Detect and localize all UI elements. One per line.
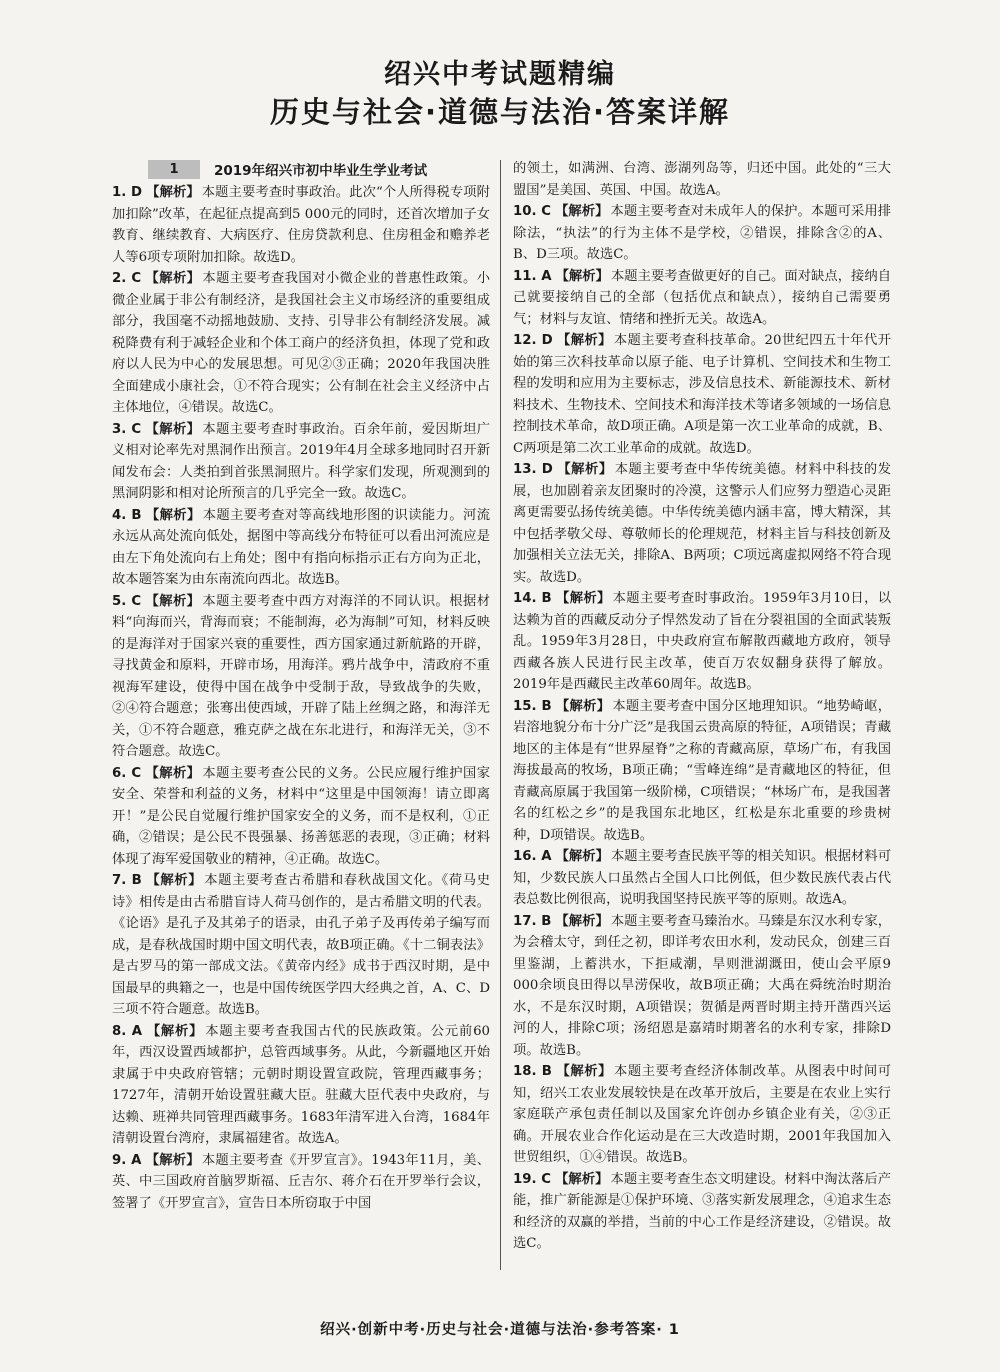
answer-item xyxy=(513,459,891,588)
answer-item xyxy=(112,505,490,591)
analysis-text: 本题主要考查时事政治。百余年前，爱因斯坦广义相对论率先对黑洞作出预言。2019年4月全球多地同时召开新闻发布会：人类拍到首张黑洞照片。科学家们发现，所观测到的黑洞阴影和相对论所预言的几乎完全一致。故选C。 xyxy=(112,421,490,501)
analysis-text: 本题主要考查马臻治水。马臻是东汉水利专家，为会稽太守，到任之初，即详考农田水利，发动民众，创建三百里鉴湖，上蓄洪水，下拒咸潮，旱则泄湖溉田，使山会平原9 000余顷良田得以旱涝保收，故B项正确；大禹在舜统治时期治水，不是东汉时期，A项错误；贺循是两晋时期主持开凿西兴运河的人，排除C项；汤绍恩是嘉靖时期著名的水利专家，排除D项。故选B。 xyxy=(513,913,892,1058)
answer-key: 4. B xyxy=(112,507,142,523)
page-footer: 绍兴·创新中考·历史与社会·道德与法治·参考答案· 1 xyxy=(320,1322,680,1338)
left-column xyxy=(112,158,490,1214)
analysis-tag: 【解析】 xyxy=(556,462,613,477)
analysis-tag: 【解析】 xyxy=(146,1023,204,1039)
analysis-text: 本题主要考查经济体制改革。从图表中时间可知，绍兴工农业发展较快是在改革开放后，主要是在农业上实行家庭联产承包责任制以及国家允许创办乡镇企业有关，②③正确。开展农业合作化运动是在三大改造时期，2001年我国加入世贸组织，①④错误。故选B。 xyxy=(513,1064,892,1165)
analysis-tag: 【解析】 xyxy=(555,1171,609,1187)
analysis-text: 本题主要考查生态文明建设。材料中淘汰落后产能，推广新能源是①保护环境、③落实新发展理念，④追求生态和经济的双赢的举措，当前的中心工作是经济建设，②错误。故选C。 xyxy=(513,1171,891,1251)
answer-key: 5. C xyxy=(112,593,142,609)
analysis-tag: 【解析】 xyxy=(145,507,201,523)
answer-key: 3. C xyxy=(112,421,142,437)
analysis-tag: 【解析】 xyxy=(555,913,609,929)
answer-key: 12. D xyxy=(513,333,553,348)
analysis-text: 本题主要考查科技革命。20世纪四五十年代开始的第三次科技革命以原子能、电子计算机、空间技术和生物工程的发明和应用为主要标志，涉及信息技术、新能源技术、新材料技术、生物技术、空间技术和海洋技术等诸多领域的一场信息控制技术革命，故D项正确。A项是第一次工业革命的成就，B、C两项是第二次工业革命的成就。故选D。 xyxy=(513,333,891,456)
analysis-text: 本题主要考查《开罗宣言》。1943年11月，美、英、中三国政府首脑罗斯福、丘吉尔、蒋介石在开罗举行会议，签署了《开罗宣言》，宣告日本所窃取于中国 xyxy=(112,1152,490,1211)
answer-item xyxy=(112,1021,490,1150)
continued-text: 的领土，如满洲、台湾、澎湖列岛等，归还中国。此处的“三大盟国”是美国、英国、中国。故选A。 xyxy=(513,161,891,198)
analysis-text: 本题主要考查我国古代的民族政策。公元前60年，西汉设置西域都护，总管西域事务。从此，今新疆地区开始隶属于中央政府管辖；元朝时期设置宣政院，管理西藏事务；1727年，清朝开始设置驻藏大臣。驻藏大臣代表中央政府，与达赖、班禅共同管理西藏事务。1683年清军进入台湾，1684年清朝设置台湾府，隶属福建省。故选A。 xyxy=(112,1023,491,1146)
analysis-text: 本题主要考查对未成年人的保护。本题可采用排除法，“执法”的行为主体不是学校，②错误，排除含②的A、B、D三项。故选C。 xyxy=(513,204,891,262)
answer-item xyxy=(513,696,891,847)
right-column xyxy=(513,158,891,1255)
analysis-text: 本题主要考查时事政治。此次“个人所得税专项附加扣除”改革，在起征点提高到5 000元的同时，还首次增加子女教育、继续教育、大病医疗、住房贷款利息、住房租金和赡养老人等6项专项附加扣除。故选D。 xyxy=(112,185,490,265)
analysis-text: 本题主要考查公民的义务。公民应履行维护国家安全、荣誉和利益的义务，材料中“这里是中国领海！请立即离开！”是公民自觉履行维护国家安全的义务，而不是权利，①正确，②错误；是公民不畏强暴、扬善惩恶的表现，③正确；材料体现了海军爱国敬业的精神，④正确。故选C。 xyxy=(112,765,490,867)
page-title-line1: 绍兴中考试题精编 xyxy=(384,59,616,90)
answer-key: 14. B xyxy=(513,591,552,606)
right-answer-list xyxy=(513,201,891,1255)
answer-key: 10. C xyxy=(513,204,552,219)
analysis-text: 本题主要考查时事政治。1959年3月10日，以达赖为首的西藏反动分子悍然发动了旨在分裂祖国的全面武装叛乱。1959年3月28日，中央政府宣布解散西藏地方政府，领导西藏各族人民进行民主改革，使百万农奴翻身获得了解放。2019年是西藏民主改革60周年。故选B。 xyxy=(513,591,892,692)
answer-item xyxy=(513,330,891,459)
answer-key: 11. A xyxy=(513,268,552,284)
analysis-tag: 【解析】 xyxy=(555,268,609,284)
answer-item xyxy=(112,591,490,763)
answer-item xyxy=(513,1169,891,1255)
answer-key: 7. B xyxy=(112,873,142,888)
answer-key: 18. B xyxy=(513,1064,552,1079)
analysis-text: 本题主要考查对等高线地形图的识读能力。河流永远从高处流向低处，据图中等高线分布特征可以看出河流应是由左下角处流向右上角处；图中有指向标指示正右方向为正北，故本题答案为由东南流向西北。故选B。 xyxy=(112,507,491,587)
answer-key: 19. C xyxy=(513,1171,552,1187)
answer-item xyxy=(112,268,490,419)
analysis-tag: 【解析】 xyxy=(145,1152,200,1168)
analysis-tag: 【解析】 xyxy=(145,593,201,609)
answer-key: 8. A xyxy=(112,1023,143,1039)
answer-key: 13. D xyxy=(513,462,553,477)
analysis-tag: 【解析】 xyxy=(145,765,201,781)
analysis-tag: 【解析】 xyxy=(145,873,203,888)
answer-item xyxy=(513,911,891,1062)
answer-item xyxy=(513,266,891,331)
analysis-tag: 【解析】 xyxy=(146,185,200,200)
analysis-text: 本题主要考查做更好的自己。面对缺点，接纳自己就要接纳自己的全部（包括优点和缺点），接纳自己需要勇气；材料与友谊、情绪和挫折无关。故选A。 xyxy=(513,268,892,327)
analysis-tag: 【解析】 xyxy=(555,1064,613,1079)
analysis-tag: 【解析】 xyxy=(556,333,612,348)
answer-item xyxy=(112,763,490,871)
answer-item xyxy=(513,588,891,696)
answer-key: 9. A xyxy=(112,1152,142,1168)
analysis-text: 本题主要考查中华传统美德。材料中科技的发展，也加剧着亲友团聚时的冷漠，这警示人们应努力塑造心灵距离更需要弘扬传统美德。中华传统美德内涵丰富，博大精深，其中包括孝敬父母、尊敬师长的伦理规范，材料主旨与科技创新及加强相关立法无关，排除A、B两项；C项远离虚拟网络不符合现实。故选D。 xyxy=(513,462,892,585)
left-answer-list xyxy=(112,182,490,1214)
analysis-tag: 【解析】 xyxy=(555,204,609,219)
analysis-text: 本题主要考查民族平等的相关知识。根据材料可知，少数民族人口虽然占全国人口比例低，但少数民族代表占代表总数比例很高，说明我国坚持民族平等的原则。故选A。 xyxy=(513,849,892,907)
answer-key: 6. C xyxy=(112,765,142,781)
answer-item xyxy=(513,201,891,266)
answer-item xyxy=(112,870,490,1021)
section-title: 2019年绍兴市初中毕业生学业考试 xyxy=(214,163,428,179)
answer-key: 17. B xyxy=(513,913,552,929)
column-divider xyxy=(500,160,501,1270)
analysis-text: 本题主要考查古希腊和春秋战国文化。《荷马史诗》相传是由古希腊盲诗人荷马创作的，是古希腊文明的代表。《论语》是孔子及其弟子的语录，由孔子弟子及再传弟子编写而成，是春秋战国时期中国文明代表，故B项正确。《十二铜表法》是古罗马的第一部成文法。《黄帝内经》成书于西汉时期，是中国最早的典籍之一，也是中国传统医学四大经典之首，A、C、D三项不符合题意。故选B。 xyxy=(112,873,490,1017)
answer-key: 15. B xyxy=(513,698,552,714)
answer-item xyxy=(112,182,490,268)
answer-item xyxy=(112,1150,490,1215)
answer-key: 1. D xyxy=(112,185,143,200)
analysis-text: 本题主要考查中国分区地理知识。“地势崎岖，岩溶地貌分布十分广泛”是我国云贵高原的特征，A项错误；青藏地区的主体是有“世界屋脊”之称的青藏高原，草场广布，有我国海拔最高的牧场，B项正确；“雪峰连绵”是青藏地区的特征，但青藏高原属于我国第一级阶梯，C项错误；“林场广布，是我国著名的红松之乡”的是我国东北地区，红松是东北重要的珍贵树种，D项错误。故选B。 xyxy=(513,698,891,843)
analysis-tag: 【解析】 xyxy=(145,421,201,437)
analysis-tag: 【解析】 xyxy=(145,271,201,286)
analysis-text: 本题主要考查中西方对海洋的不同认识。根据材料“向海而兴，背海而衰；不能制海，必为海制”可知，材料反映的是海洋对于国家兴衰的重要性，西方国家通过新航路的开辟，寻找黄金和原料，开辟市场，用海洋。鸦片战争中，清政府不重视海军建设，使得中国在战争中受制于敌，导致战争的失败，②④符合题意；张骞出使西域，开辟了陆上丝绸之路，和海洋无关，①不符合题意，雅克萨之战在东北进行，和海洋无关，③不符合题意。故选C。 xyxy=(112,593,490,759)
page-title-line2: 历史与社会·道德与法治·答案详解 xyxy=(269,95,731,129)
answer-item xyxy=(513,1061,891,1169)
analysis-tag: 【解析】 xyxy=(555,591,611,606)
answer-key: 16. A xyxy=(513,849,552,864)
answer-key: 2. C xyxy=(112,271,142,286)
section-number: 1 xyxy=(148,160,200,179)
analysis-text: 本题主要考查我国对小微企业的普惠性政策。小微企业属于非公有制经济，是我国社会主义市场经济的重要组成部分，我国毫不动摇地鼓励、支持、引导非公有制经济发展。减税降费有利于减轻企业和个体工商户的经济负担，体现了党和政府以人民为中心的发展思想。可见②③正确；2020年我国决胜全面建成小康社会，①不符合现实；公有制在社会主义经济中占主体地位，④错误。故选C。 xyxy=(112,271,490,415)
analysis-tag: 【解析】 xyxy=(555,698,611,714)
answer-item xyxy=(513,846,891,911)
answer-item xyxy=(112,419,490,505)
analysis-tag: 【解析】 xyxy=(555,849,609,864)
section-header xyxy=(112,158,490,180)
